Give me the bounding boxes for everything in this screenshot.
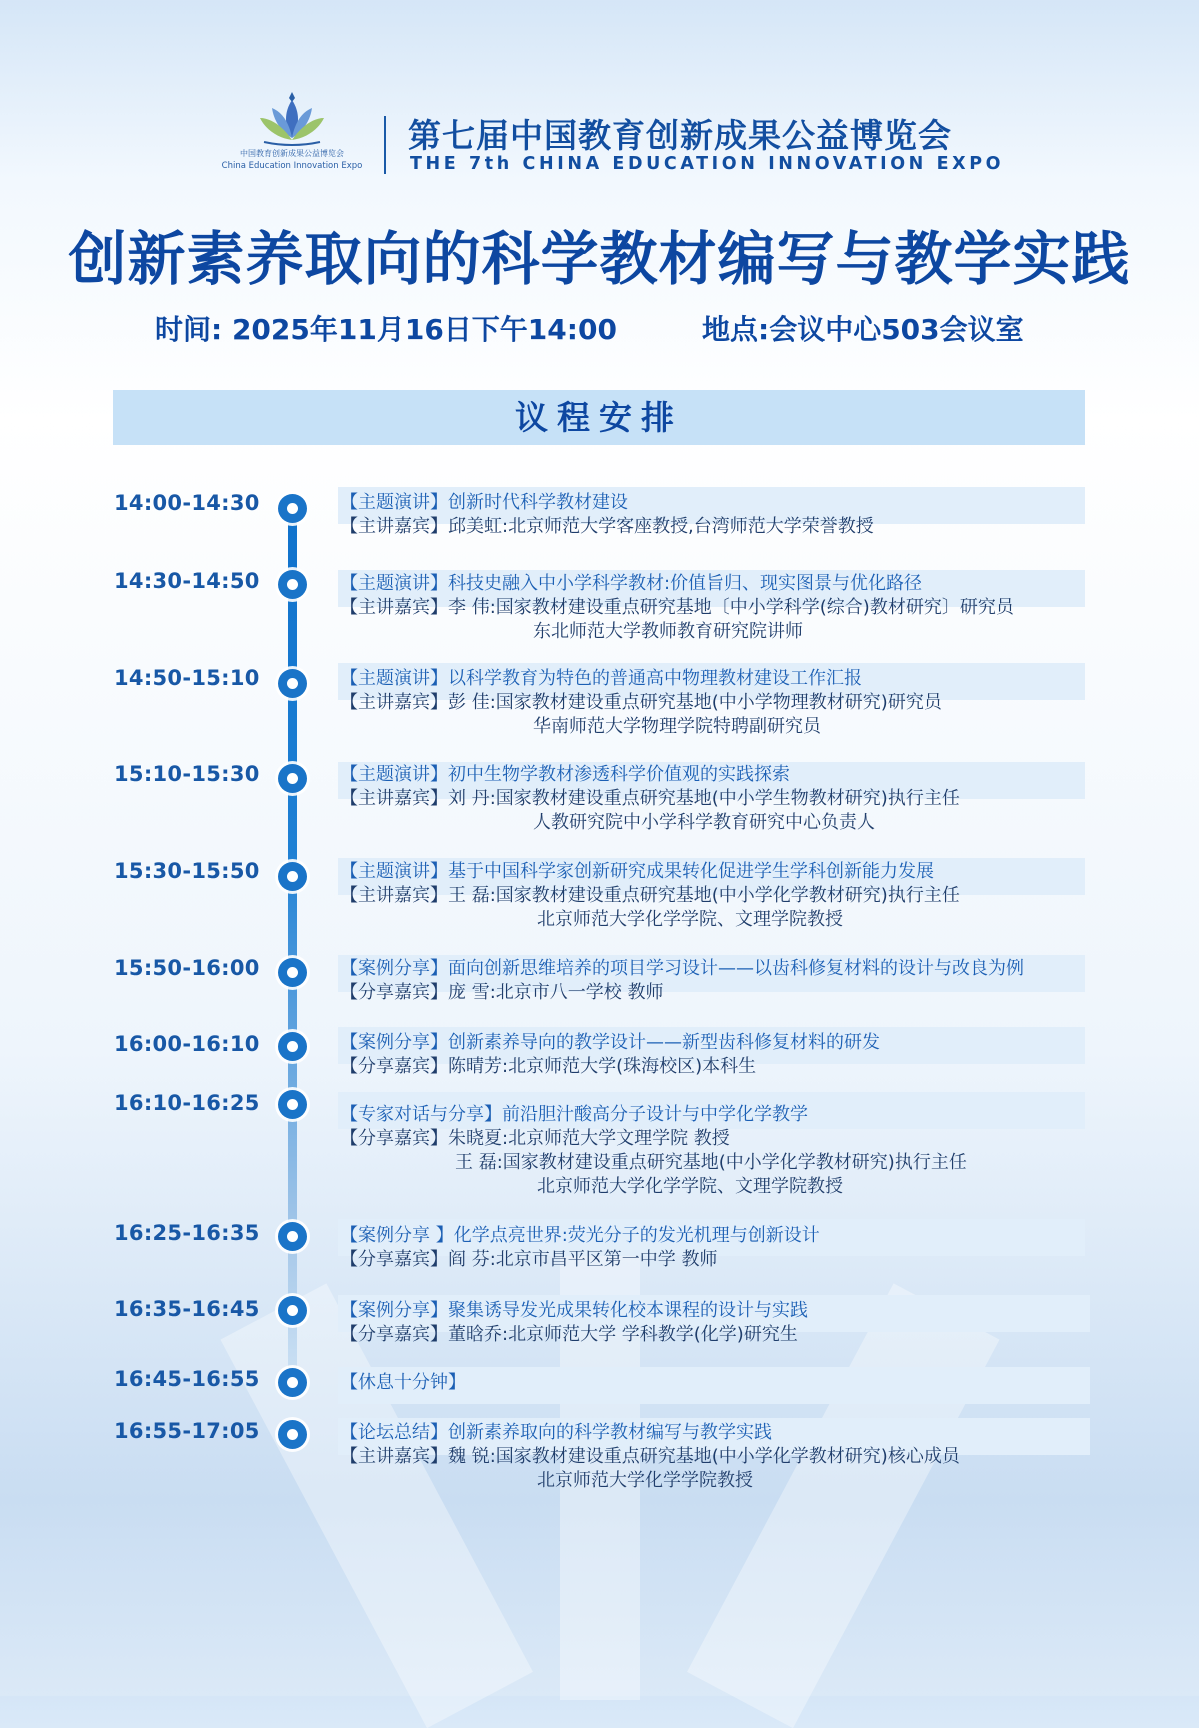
agenda-speaker: 【分享嘉宾】庞 雪:北京市八一学校 教师	[340, 982, 664, 1003]
logo-caption-cn: 中国教育创新成果公益博览会	[240, 149, 344, 158]
header-divider	[384, 116, 386, 174]
expo-header	[212, 88, 1005, 178]
agenda-topic: 【休息十分钟】	[340, 1372, 466, 1393]
agenda-speaker: 【主讲嘉宾】魏 锐:国家教材建设重点研究基地(中小学化学教材研究)核心成员	[340, 1446, 960, 1467]
timeline-dot	[278, 1090, 307, 1119]
agenda-speaker: 人教研究院中小学科学教育研究中心负责人	[533, 812, 875, 833]
agenda-speaker: 北京师范大学化学学院、文理学院教授	[537, 1176, 843, 1197]
agenda-time: 14:00-14:30	[114, 491, 260, 515]
timeline-dot	[278, 1368, 307, 1397]
agenda-speaker: 【分享嘉宾】陈晴芳:北京师范大学(珠海校区)本科生	[340, 1056, 757, 1077]
timeline-dot	[278, 1222, 307, 1251]
page-title: 创新素养取向的科学教材编写与教学实践	[68, 225, 1131, 293]
agenda-speaker: 华南师范大学物理学院特聘副研究员	[533, 716, 821, 737]
lotus-logo-icon	[254, 88, 330, 146]
timeline-dot	[278, 764, 307, 793]
agenda-speaker: 北京师范大学化学学院教授	[537, 1470, 753, 1491]
agenda-speaker: 【主讲嘉宾】王 磊:国家教材建设重点研究基地(中小学化学教材研究)执行主任	[340, 885, 960, 906]
agenda-title: 议程安排	[515, 398, 683, 437]
expo-logo	[212, 88, 372, 178]
agenda-topic: 【案例分享】创新素养导向的教学设计——新型齿科修复材料的研发	[340, 1032, 880, 1053]
expo-title-cn: 第七届中国教育创新成果公益博览会	[408, 116, 952, 155]
event-place: 地点:会议中心503会议室	[702, 313, 1024, 346]
agenda-speaker: 【主讲嘉宾】刘 丹:国家教材建设重点研究基地(中小学生物教材研究)执行主任	[340, 788, 960, 809]
agenda-speaker: 北京师范大学化学学院、文理学院教授	[537, 909, 843, 930]
decor-ray	[220, 1283, 533, 1728]
agenda-topic: 【主题演讲】基于中国科学家创新研究成果转化促进学生学科创新能力发展	[340, 861, 934, 882]
agenda-topic: 【案例分享 】化学点亮世界:荧光分子的发光机理与创新设计	[340, 1225, 820, 1246]
timeline-dot	[278, 1420, 307, 1449]
agenda-speaker: 【分享嘉宾】阎 芬:北京市昌平区第一中学 教师	[340, 1249, 718, 1270]
agenda-speaker: 【主讲嘉宾】李 伟:国家教材建设重点研究基地〔中小学科学(综合)教材研究〕研究员	[340, 597, 1014, 618]
agenda-time: 14:30-14:50	[114, 569, 260, 593]
timeline-dot	[278, 494, 307, 523]
agenda-speaker: 【分享嘉宾】朱晓夏:北京师范大学文理学院 教授	[340, 1128, 730, 1149]
agenda-time: 16:55-17:05	[114, 1419, 260, 1443]
agenda-time: 16:45-16:55	[114, 1367, 260, 1391]
decor-ray	[687, 1283, 1000, 1728]
agenda-time: 14:50-15:10	[114, 666, 260, 690]
agenda-time: 16:00-16:10	[114, 1032, 260, 1056]
agenda-topic: 【主题演讲】科技史融入中小学科学教材:价值旨归、现实图景与优化路径	[340, 573, 923, 594]
agenda-topic: 【主题演讲】创新时代科学教材建设	[340, 492, 628, 513]
agenda-banner	[113, 390, 1085, 445]
logo-caption-en: China Education Innovation Expo	[221, 161, 363, 171]
agenda-time: 15:10-15:30	[114, 762, 260, 786]
agenda-time: 15:30-15:50	[114, 859, 260, 883]
agenda-topic: 【论坛总结】创新素养取向的科学教材编写与教学实践	[340, 1422, 772, 1443]
agenda-topic: 【主题演讲】初中生物学教材渗透科学价值观的实践探索	[340, 764, 790, 785]
agenda-speaker: 【主讲嘉宾】彭 佳:国家教材建设重点研究基地(中小学物理教材研究)研究员	[340, 692, 942, 713]
agenda-time: 16:35-16:45	[114, 1297, 260, 1321]
timeline-dot	[278, 958, 307, 987]
agenda-speaker: 王 磊:国家教材建设重点研究基地(中小学化学教材研究)执行主任	[455, 1152, 967, 1173]
agenda-topic: 【专家对话与分享】前沿胆汁酸高分子设计与中学化学教学	[340, 1104, 808, 1125]
agenda-speaker: 【主讲嘉宾】邱美虹:北京师范大学客座教授,台湾师范大学荣誉教授	[340, 516, 874, 537]
timeline-dot	[278, 862, 307, 891]
agenda-time: 16:10-16:25	[114, 1091, 260, 1115]
agenda-topic: 【案例分享】聚集诱导发光成果转化校本课程的设计与实践	[340, 1300, 808, 1321]
event-time: 时间: 2025年11月16日下午14:00	[155, 313, 617, 346]
expo-title-en: THE 7th CHINA EDUCATION INNOVATION EXPO	[410, 154, 1005, 174]
timeline-dot	[278, 669, 307, 698]
agenda-speaker: 东北师范大学教师教育研究院讲师	[533, 621, 803, 642]
timeline-dot	[278, 570, 307, 599]
agenda-topic: 【主题演讲】以科学教育为特色的普通高中物理教材建设工作汇报	[340, 668, 862, 689]
timeline-dot	[278, 1296, 307, 1325]
agenda-time: 16:25-16:35	[114, 1221, 260, 1245]
timeline-dot	[278, 1032, 307, 1061]
agenda-time: 15:50-16:00	[114, 956, 260, 980]
agenda-speaker: 【分享嘉宾】董晗乔:北京师范大学 学科教学(化学)研究生	[340, 1324, 798, 1345]
agenda-topic: 【案例分享】面向创新思维培养的项目学习设计——以齿科修复材料的设计与改良为例	[340, 958, 1024, 979]
